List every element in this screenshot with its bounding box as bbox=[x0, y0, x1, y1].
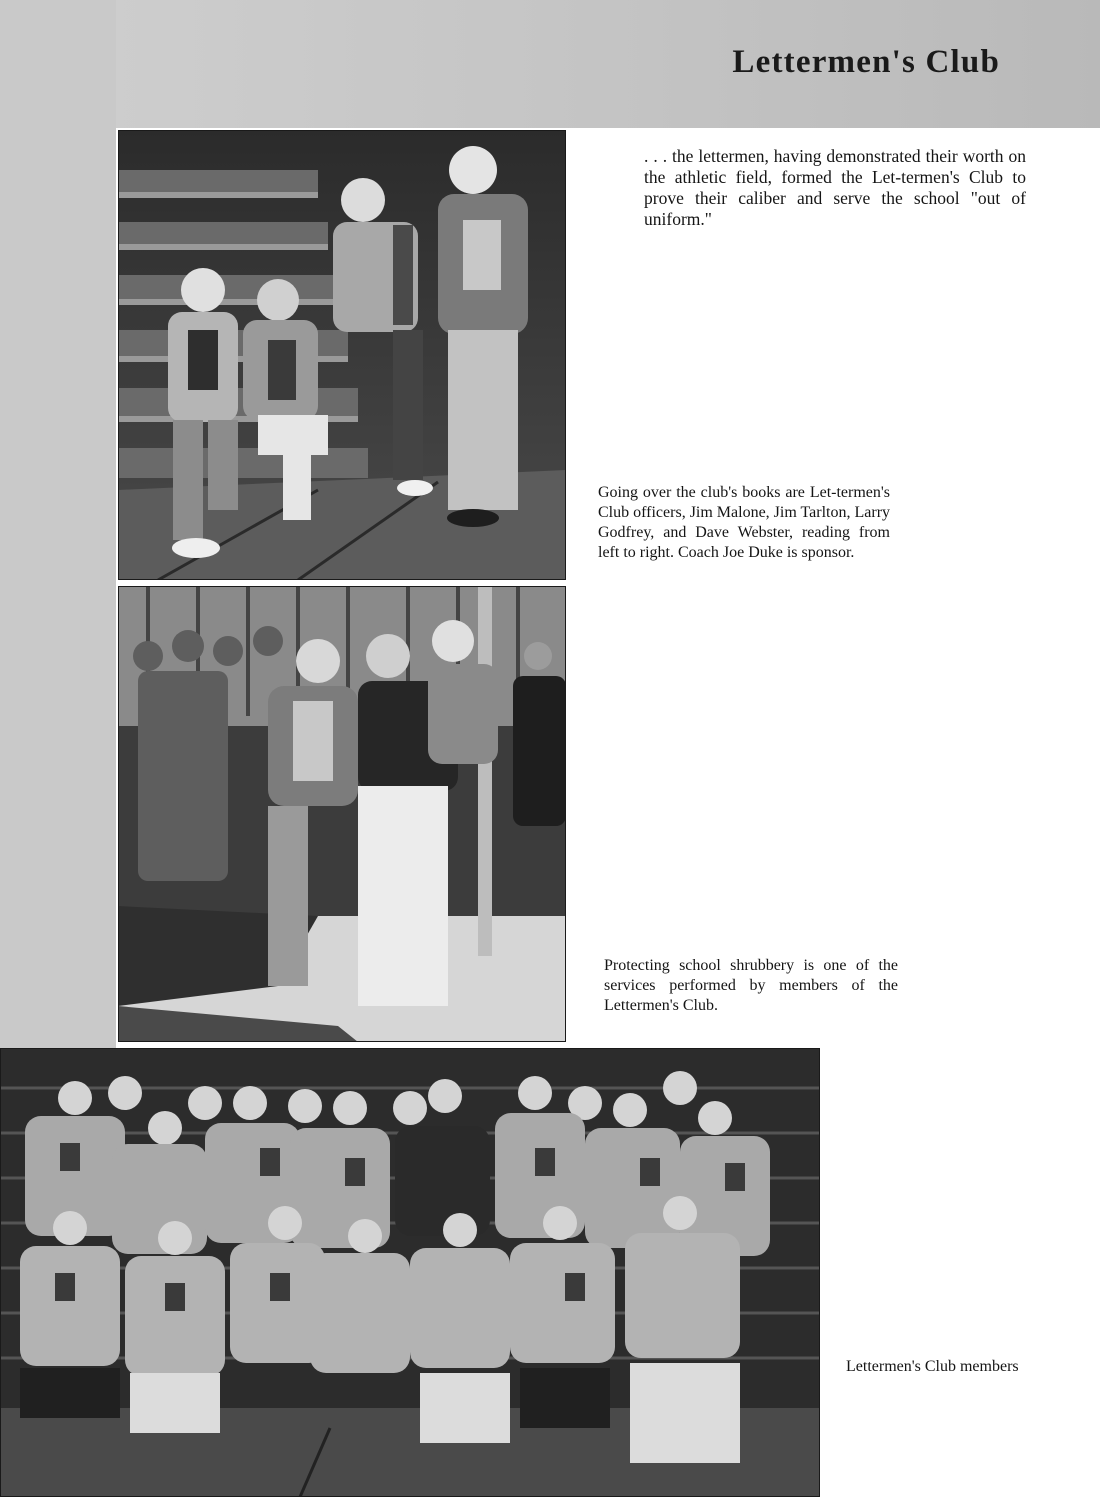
shrubbery-photo bbox=[118, 586, 566, 1042]
shrubbery-caption: Protecting school shrubbery is one of the services performed by members of the Lettermen's Club. bbox=[604, 957, 898, 1014]
members-caption: Lettermen's Club members bbox=[846, 1358, 1019, 1375]
officers-caption: Going over the club's books are Let-termen's Club officers, Jim Malone, Jim Tarlton, Larry Godfrey, and Dave Webster, reading from left to right. Coach Joe Duke is sponsor. bbox=[598, 484, 891, 561]
members-group-photo bbox=[0, 1048, 820, 1497]
intro-paragraph: . . . the lettermen, having demonstrated their worth on the athletic field, formed the Let-termen's Club to prove their caliber and serve the school "out of uniform." bbox=[644, 146, 1026, 229]
officers-photo bbox=[118, 130, 566, 580]
page-title: Lettermen's Club bbox=[732, 44, 1000, 80]
